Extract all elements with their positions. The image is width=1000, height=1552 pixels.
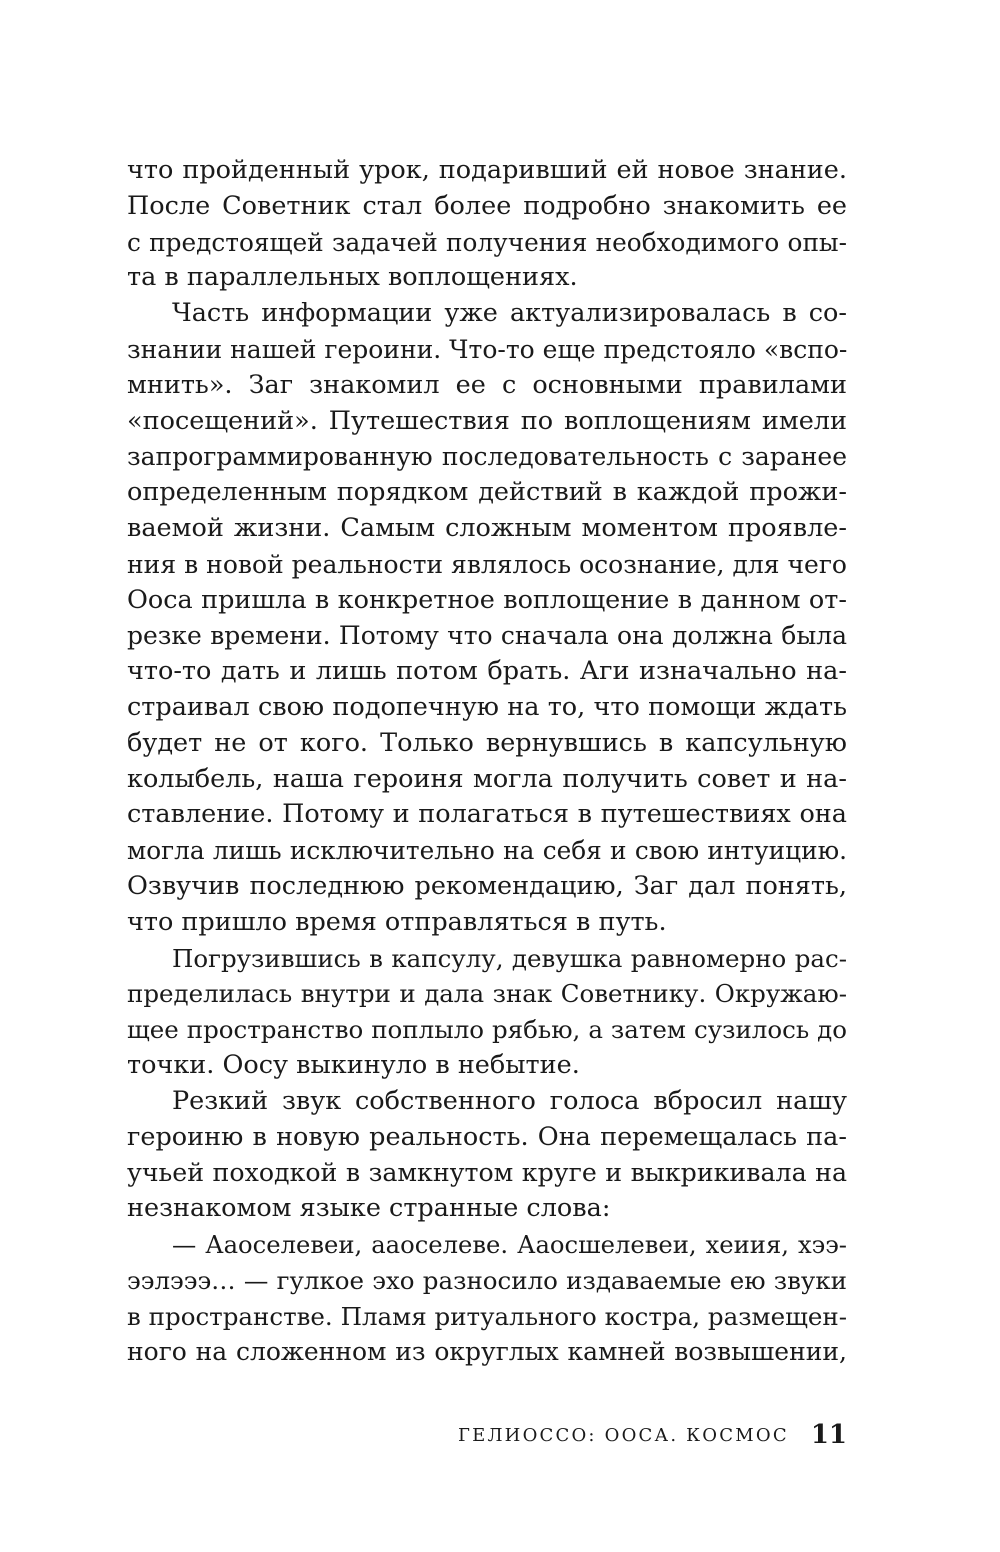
text-line: мнить». Заг знакомил ее с основными правилами [127,369,847,400]
paragraph [127,1227,847,1370]
text-line: точки. Оосу выкинуло в небытие. [127,1049,580,1080]
text-line: резке времени. Потому что сначала она должна была [127,621,847,651]
text-line: будет не от кого. Только вернувшись в капсульную [127,727,847,758]
text-line: Ооса пришла в конкретное воплощение в данном от- [127,584,847,615]
paragraph [127,153,847,296]
text-line: что пришло время отправляться в путь. [127,906,667,937]
text-line: Погрузившись в капсулу, девушка равномерно рас- [172,943,847,973]
paragraph [127,1084,847,1227]
text-line: ээлэээ… — гулкое эхо разносило издаваемые ею звуки [127,1265,847,1295]
text-line: Озвучив последнюю рекомендацию, Заг дал понять, [127,870,847,901]
body-text [127,153,847,1370]
text-line: та в параллельных воплощениях. [127,262,578,293]
paragraph [127,941,847,1084]
text-line: запрограммированную последовательность с заранее [127,442,847,472]
text-line: страивал свою подопечную на то, что помощи ждать [127,691,847,722]
text-line: После Советник стал более подробно знакомить ее [127,190,847,221]
text-line: с предстоящей задачей получения необходимого опы- [127,227,847,257]
text-line: ния в новой реальности являлось осознание, для чего [127,549,847,579]
text-line: колыбель, наша героиня могла получить совет и на- [127,763,847,794]
text-line: определенным порядком действий в каждой прожи- [127,477,847,508]
running-title: ГЕЛИОССО: ООСА. КОСМОС [458,1424,789,1446]
page-footer [127,1420,847,1460]
paragraph [127,296,847,940]
text-line: знании нашей героини. Что-то еще предстояло «вспо- [127,334,848,364]
text-line: могла лишь исключительно на себя и свою интуицию. [127,836,847,866]
text-line: — Ааоселевеи, ааоселеве. Ааосшелевеи, хеиия, хээ- [172,1229,847,1259]
text-line: в пространстве. Пламя ритуального костра, размещен- [127,1301,847,1331]
text-line: ставление. Потому и полагаться в путешествиях она [127,799,847,830]
text-line: незнакомом языке странные слова: [127,1193,611,1224]
text-line: ваемой жизни. Самым сложным моментом проявле- [127,512,847,543]
text-line: героиню в новую реальность. Она перемещалась па- [127,1121,847,1152]
text-line: учьей походкой в замкнутом круге и выкрикивала на [127,1158,847,1188]
text-line: «посещений». Путешествия по воплощениям имели [127,405,847,436]
text-line: Резкий звук собственного голоса вбросил нашу [172,1085,847,1116]
text-line: пределилась внутри и дала знак Советнику. Окружаю- [127,979,847,1009]
text-line: щее пространство поплыло рябью, а затем сузилось до [127,1015,847,1045]
text-line: Часть информации уже актуализировалась в со- [172,298,847,329]
page-number: 11 [810,1420,847,1450]
text-line: что-то дать и лишь потом брать. Аги изначально на- [127,656,847,687]
text-line: что пройденный урок, подаривший ей новое знание. [127,155,847,185]
text-line: ного на сложенном из округлых камней возвышении, [127,1337,847,1367]
